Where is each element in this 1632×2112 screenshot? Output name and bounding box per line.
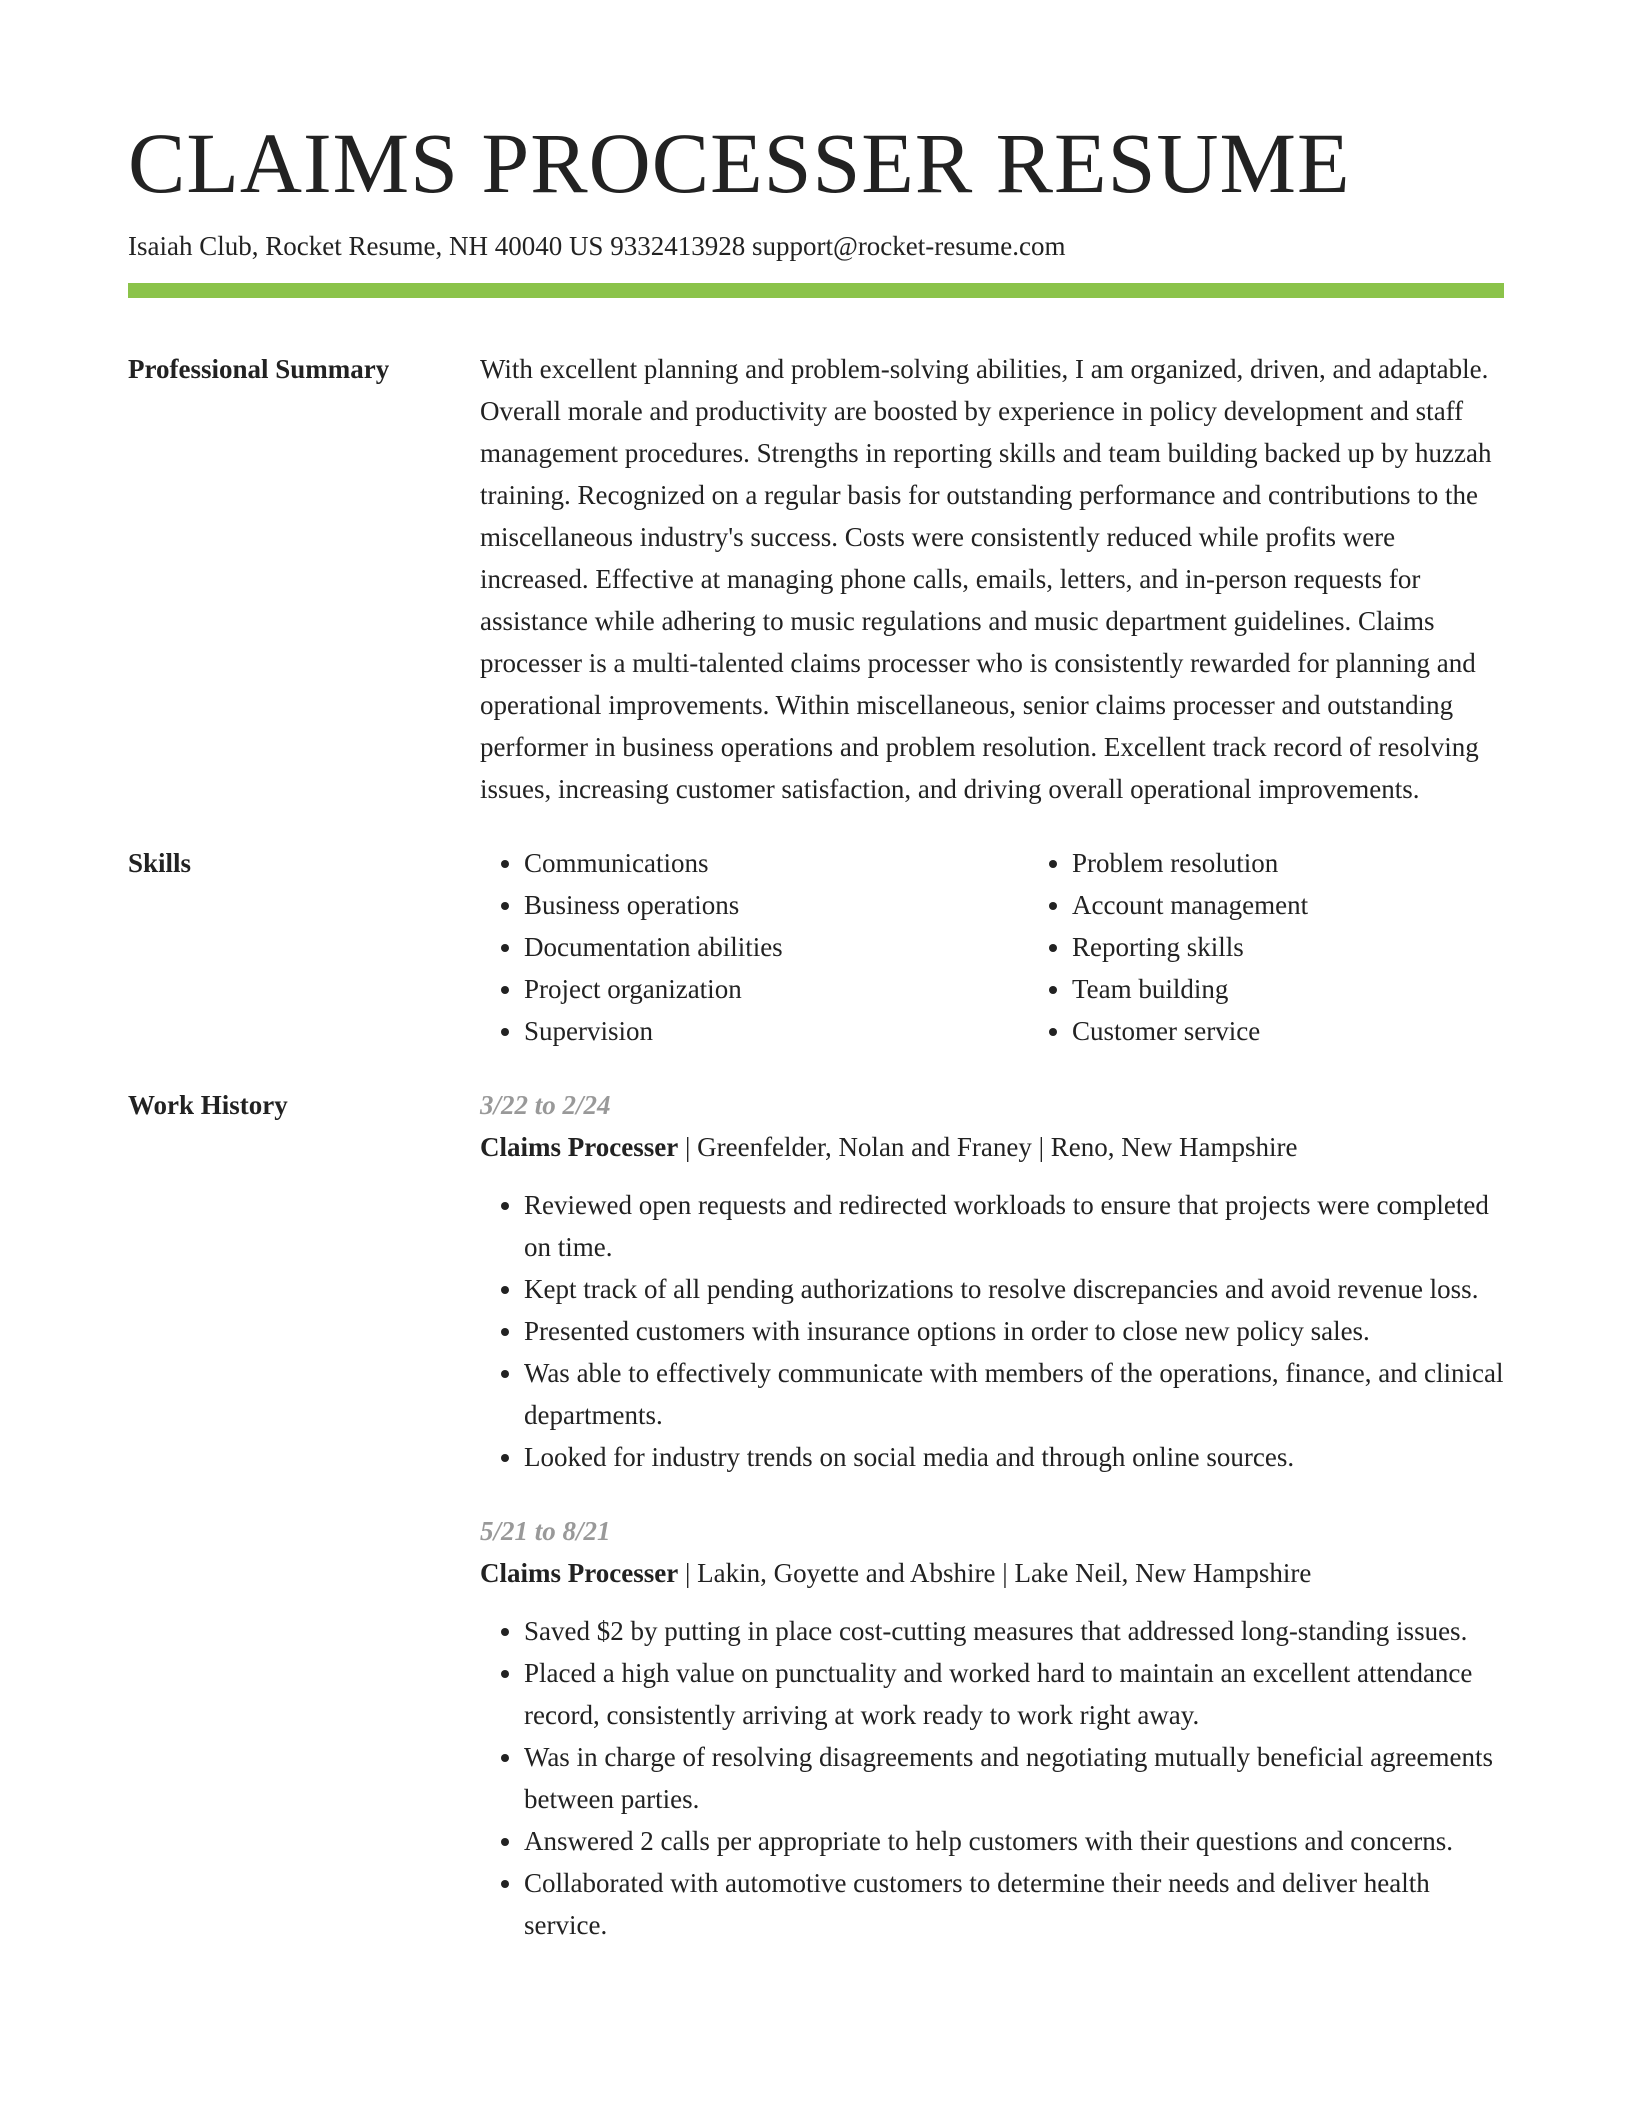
resume-title: CLAIMS PROCESSER RESUME [128, 115, 1351, 211]
job-bullet: • Was in charge of resolving disagreements and negotiating mutually beneficial agreements between parties. [524, 1736, 1504, 1820]
skills-list-left [480, 842, 984, 1052]
job-bullet: • Was able to effectively communicate with members of the operations, finance, and clinical departments. [524, 1352, 1504, 1436]
skill-item: • Documentation abilities [524, 926, 984, 968]
section-label-skills: Skills [128, 847, 192, 878]
job-bullet: • Collaborated with automotive customers to determine their needs and deliver health service. [524, 1862, 1504, 1946]
job-location: Lake Neil, New Hampshire [1014, 1557, 1312, 1588]
resume-page [128, 115, 1504, 1946]
contact-phone: 9332413928 [610, 231, 746, 262]
skills-list-right [1028, 842, 1532, 1052]
job-bullet: • Presented customers with insurance options in order to close new policy sales. [524, 1310, 1504, 1352]
section-label-work-history: Work History [128, 1089, 288, 1120]
contact-address: Isaiah Club, Rocket Resume, NH 40040 US [128, 231, 604, 262]
job-heading [480, 1126, 1504, 1168]
skill-item: • Reporting skills [1072, 926, 1532, 968]
section-label-summary: Professional Summary [128, 353, 390, 384]
skills-columns [480, 842, 1532, 1052]
job-company: Greenfelder, Nolan and Franey [697, 1131, 1032, 1162]
job-bullets [480, 1610, 1504, 1946]
job-bullet: • Reviewed open requests and redirected workloads to ensure that projects were completed on time. [524, 1184, 1504, 1268]
skill-item: • Business operations [524, 884, 984, 926]
job-heading [480, 1552, 1504, 1594]
skill-item: • Team building [1072, 968, 1532, 1010]
contact-email: support@rocket-resume.com [751, 231, 1066, 262]
work-history-body [480, 1084, 1504, 1946]
job-bullets [480, 1184, 1504, 1478]
job-company: Lakin, Goyette and Abshire [697, 1557, 996, 1588]
job-entry [480, 1084, 1504, 1478]
professional-summary-section [128, 348, 1504, 810]
job-entry [480, 1510, 1504, 1946]
job-dates: 3/22 to 2/24 [480, 1089, 611, 1120]
job-bullet: • Kept track of all pending authorizations to resolve discrepancies and avoid revenue loss. [524, 1268, 1504, 1310]
skill-item: • Problem resolution [1072, 842, 1532, 884]
contact-line [128, 230, 1504, 262]
job-bullet: • Saved $2 by putting in place cost-cutting measures that addressed long-standing issues. [524, 1610, 1504, 1652]
job-bullet: • Looked for industry trends on social media and through online sources. [524, 1436, 1504, 1478]
job-title: Claims Processer [480, 1557, 679, 1588]
job-dates: 5/21 to 8/21 [480, 1515, 611, 1546]
header-divider [128, 283, 1504, 298]
work-history-section [128, 1084, 1504, 1946]
skill-item: • Account management [1072, 884, 1532, 926]
skill-item: • Customer service [1072, 1010, 1532, 1052]
skill-item: • Communications [524, 842, 984, 884]
job-bullet: • Answered 2 calls per appropriate to help customers with their questions and concerns. [524, 1820, 1504, 1862]
summary-body [480, 348, 1504, 810]
skill-item: • Project organization [524, 968, 984, 1010]
skill-item: • Supervision [524, 1010, 984, 1052]
job-location: Reno, New Hampshire [1050, 1131, 1298, 1162]
skills-section [128, 842, 1504, 1052]
job-bullet: • Placed a high value on punctuality and worked hard to maintain an excellent attendance record, consistently arriving at work ready to work right away. [524, 1652, 1504, 1736]
job-title: Claims Processer [480, 1131, 679, 1162]
summary-text: With excellent planning and problem-solving abilities, I am organized, driven, and adaptable. Overall morale and productivity are boosted by experience in policy development and staff management procedures. Strengths in reporting skills and team building backed up by huzzah training. Recognized on a regular basis for outstanding performance and contributions to the miscellaneous industry's success. Costs were consistently reduced while profits were increased. Effective at managing phone calls, emails, letters, and in-person requests for assistance while adhering to music regulations and music department guidelines. Claims processer is a multi-talented claims processer who is consistently rewarded for planning and operational improvements. Within miscellaneous, senior claims processer and outstanding performer in business operations and problem resolution. Excellent track record of resolving issues, increasing customer satisfaction, and driving overall operational improvements. [480, 353, 1492, 804]
